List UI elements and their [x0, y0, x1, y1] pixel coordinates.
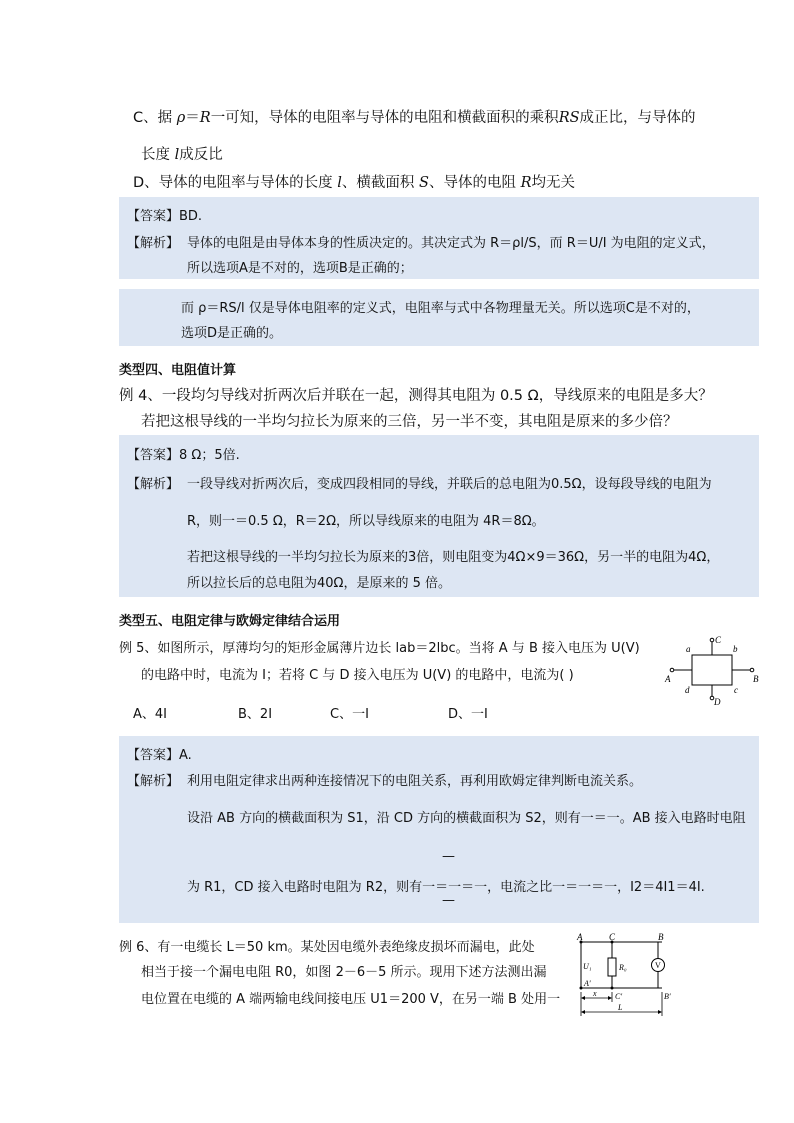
box1-exp-line1: 导体的电阻是由导体本身的性质决定的。其决定式为 R＝ρl/S，而 R＝U/I 为电阻的定义式， [187, 236, 715, 251]
voltmeter-icon: V [655, 961, 661, 970]
label-C-prime: C′ [615, 992, 623, 1001]
example-5-line1: 例 5、如图所示，厚薄均匀的矩形金属薄片边长 lab＝2lbc。当将 A 与 B 接入电压为 U(V) [119, 641, 640, 656]
label-R0: R₀ [619, 963, 627, 972]
label-A: A [577, 932, 583, 942]
example-5-option-b: B、2I [238, 707, 273, 722]
label-a: a [686, 644, 691, 654]
option-d: D、导体的电阻率与导体的长度 l、横截面积 S、导体的电阻 R均无关 [133, 175, 575, 191]
box3-exp-line2: R，则一＝0.5 Ω，R＝2Ω，所以导线原来的电阻为 4R＝8Ω。 [187, 514, 545, 529]
label-A-prime: A′ [584, 979, 591, 988]
box3-answer: 【答案】8 Ω；5倍. [127, 448, 240, 463]
cable-circuit-figure [572, 932, 684, 1024]
box4-answer: 【答案】A. [127, 748, 192, 763]
label-x: x [593, 989, 597, 998]
example-5-line2: 的电路中时，电流为 I；若将 C 与 D 接入电压为 U(V) 的电路中，电流为( ) [141, 668, 574, 683]
example-5-option-c: C、一I [330, 707, 369, 722]
label-C: C [609, 932, 616, 942]
option-c-line1: C、据 ρ＝R一可知，导体的电阻率与导体的电阻和横截面积的乘积RS成正比，与导体的 [133, 110, 696, 126]
box1-exp-line2: 所以选项A是不对的，选项B是正确的； [187, 261, 413, 276]
example-5-option-a: A、4I [133, 707, 167, 722]
label-A: A [665, 674, 671, 684]
heading-type-4: 类型四、电阻值计算 [119, 363, 237, 378]
box3-exp-line4: 所以拉长后的总电阻为40Ω，是原来的 5 倍。 [187, 576, 452, 591]
label-B-prime: B′ [664, 992, 671, 1001]
box4-fraction-bar-top: — [442, 849, 455, 864]
box3-exp-label: 【解析】 [127, 477, 180, 492]
label-c: c [734, 685, 738, 695]
box3-exp-line1: 一段导线对折两次后，变成四段相同的导线，并联后的总电阻为0.5Ω，设每段导线的电阻为 [187, 477, 712, 492]
metal-sheet-figure [662, 632, 762, 708]
label-B: B [753, 674, 759, 684]
box2-line2: 选项D是正确的。 [181, 326, 283, 341]
label-d: d [685, 685, 690, 695]
box1-exp-label: 【解析】 [127, 236, 180, 251]
box4-exp-line2: 设沿 AB 方向的横截面积为 S1，沿 CD 方向的横截面积为 S2，则有一＝一。AB 接入电路时电阻 [187, 811, 746, 826]
example-6-line3: 电位置在电缆的 A 端两输电线间接电压 U1＝200 V，在另一端 B 处用一 [141, 992, 561, 1007]
label-C: C [715, 635, 722, 645]
label-D: D [714, 697, 721, 707]
heading-type-5: 类型五、电阻定律与欧姆定律结合运用 [119, 614, 341, 629]
example-4-line2: 若把这根导线的一半均匀拉长为原来的三倍，另一半不变，其电阻是原来的多少倍？ [141, 414, 678, 430]
example-5-option-d: D、一I [448, 707, 488, 722]
label-B: B [658, 932, 664, 942]
example-6-line2: 相当于接一个漏电电阻 R0，如图 2－6－5 所示。现用下述方法测出漏 [141, 965, 547, 980]
option-c-line2: 长度 l成反比 [141, 147, 223, 163]
label-L: L [618, 1003, 623, 1012]
box4-fraction-bar-bottom: — [442, 893, 455, 908]
box4-exp-line1: 利用电阻定律求出两种连接情况下的电阻关系，再利用欧姆定律判断电流关系。 [187, 774, 643, 789]
box3-exp-line3: 若把这根导线的一半均匀拉长为原来的3倍，则电阻变为4Ω×9＝36Ω，另一半的电阻为4Ω， [187, 550, 720, 565]
box4-exp-line3: 为 R1，CD 接入电路时电阻为 R2，则有一＝一＝一，电流之比一＝一＝一，I2＝4I1＝4I. [187, 880, 705, 895]
label-U1: U₁ [583, 962, 592, 971]
box2-line1: 而 ρ＝RS/l 仅是导体电阻率的定义式，电阻率与式中各物理量无关。所以选项C是不对的， [181, 301, 700, 316]
label-b: b [733, 644, 738, 654]
box1-answer: 【答案】BD. [127, 209, 203, 224]
example-6-line1: 例 6、有一电缆长 L＝50 km。某处因电缆外表绝缘皮损坏而漏电，此处 [119, 940, 535, 955]
box4-exp-label: 【解析】 [127, 774, 180, 789]
example-4-line1: 例 4、一段均匀导线对折两次后并联在一起，测得其电阻为 0.5 Ω，导线原来的电阻是多大？ [119, 388, 713, 404]
